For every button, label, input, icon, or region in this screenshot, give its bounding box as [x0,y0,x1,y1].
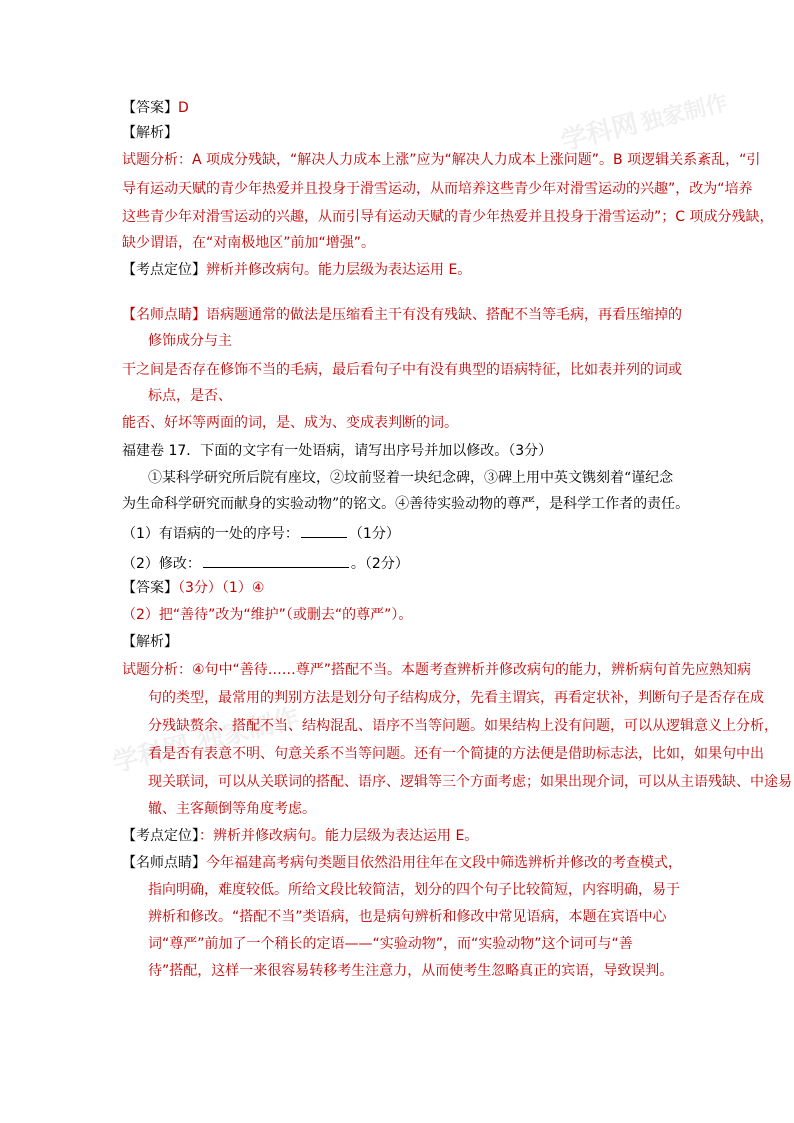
tips-line: 词“尊严”前加了一个稍长的定语——“实验动物”，而“实验动物”这个词可与“善 [148,936,633,952]
passage-line: ①某科学研究所后院有座坟，②坟前竖着一块纪念碑，③碑上用中英文镌刻着“谨纪念 [148,470,674,486]
analysis-tag: 【解析】 [122,125,178,141]
kaodian-line [122,260,471,280]
analysis-line: 辙、主客颠倒等角度考虑。 [148,801,316,817]
tips-tag: 【名师点睛】 [122,855,206,871]
answer-tag: 【答案】 [122,580,178,596]
question-2 [122,552,409,574]
kaodian-tag: 【考点定位】 [122,262,206,278]
tips-line: 指向明确，难度较低。所给文段比较简洁，划分的四个句子比较简短，内容明确，易于 [148,882,680,898]
question-1 [122,522,400,544]
answer-line-2: （2）把“善待”改为“维护”（或删去“的尊严”）。 [122,607,413,623]
answer-line [122,578,264,598]
tips-line: 修饰成分与主 [148,333,232,349]
q1-label: （1）有语病的一处的序号： [122,526,299,542]
tips-text: 今年福建高考病句类题目依然沿用往年在文段中筛选辨析并修改的考查模式， [206,855,682,871]
analysis-line: 缺少谓语，在“对南极地区”前加“增强”。 [122,235,376,251]
question-title: 福建卷 17．下面的文字有一处语病，请写出序号并加以修改。（3分） [122,443,553,459]
tips-line: 能否、好坏等两面的词，是、成为、变成表判断的词。 [122,415,458,431]
watermark: 学科网 [558,108,642,157]
kaodian-tag: 【考点定位】 [122,828,199,844]
answer-text: （3分）（1）④ [178,580,265,596]
tips-line [122,853,682,873]
analysis-line: 导有运动天赋的青少年热爱并且投身于滑雪运动，从而培养这些青少年对滑雪运动的兴趣”，改为“培养 [122,181,753,197]
kaodian-text: 辨析并修改病句。能力层级为表达运用 E。 [206,262,472,278]
q1-score: （1分） [348,526,400,542]
q2-score: 。（2分） [350,556,409,572]
tips-line: 标点，是否、 [148,388,232,404]
analysis-line: 句的类型，最常用的判别方法是划分句子结构成分，先看主谓宾，再看定状补，判断句子是否存在成 [148,690,764,706]
tips-line: 待”搭配，这样一来很容易转移考生注意力，从而使考生忽略真正的宾语，导致误判。 [148,963,674,979]
answer-line [122,98,189,118]
analysis-line: 现关联词，可以从关联词的搭配、语序、逻辑等三个方面考虑；如果出现介词，可以从主语残缺、中途易 [148,774,792,790]
analysis-line: 看是否有表意不明、句意关系不当等问题。还有一个简捷的方法便是借助标志法，比如，如果句中出 [148,746,764,762]
analysis-tag: 【解析】 [122,634,178,650]
answer-tag: 【答案】 [122,100,178,116]
kaodian-line [122,826,478,846]
analysis-line: 这些青少年对滑雪运动的兴趣，从而引导有运动天赋的青少年热爱并且投身于滑雪运动”；C 项成分残缺， [122,209,774,225]
tips-line: 【名师点睛】语病题通常的做法是压缩看主干有没有残缺、搭配不当等毛病，再看压缩掉的 [122,307,682,323]
answer-value: D [178,100,189,116]
tips-line: 干之间是否存在修饰不当的毛病，最后看句子中有没有典型的语病特征，比如表并列的词或 [122,362,682,378]
analysis-line: 试题分析：④句中“善待……尊严”搭配不当。本题考查辨析并修改病句的能力，辨析病句首先应熟知病 [122,662,752,678]
kaodian-text: ：辨析并修改病句。能力层级为表达运用 E。 [199,828,479,844]
watermark: 独家制作 [638,90,731,137]
q2-label: （2）修改： [122,556,201,572]
tips-line: 辨析和修改。“搭配不当”类语病，也是病句辨析和修改中常见语病，本题在宾语中心 [148,909,667,925]
answer-blank-1[interactable] [301,522,347,538]
analysis-line: 试题分析：A 项成分残缺，“解决人力成本上涨”应为“解决人力成本上涨问题”。B 项逻辑关系紊乱，“引 [122,152,761,168]
answer-blank-2[interactable] [203,552,349,568]
passage-line: 为生命科学研究而献身的实验动物”的铭文。④善待实验动物的尊严，是科学工作者的责任。 [122,496,690,512]
watermark: 学科网 独家制作 [109,703,303,779]
analysis-line: 分残缺赘余、搭配不当、结构混乱、语序不当等问题。如果结构上没有问题，可以从逻辑意义上分析， [148,718,778,734]
